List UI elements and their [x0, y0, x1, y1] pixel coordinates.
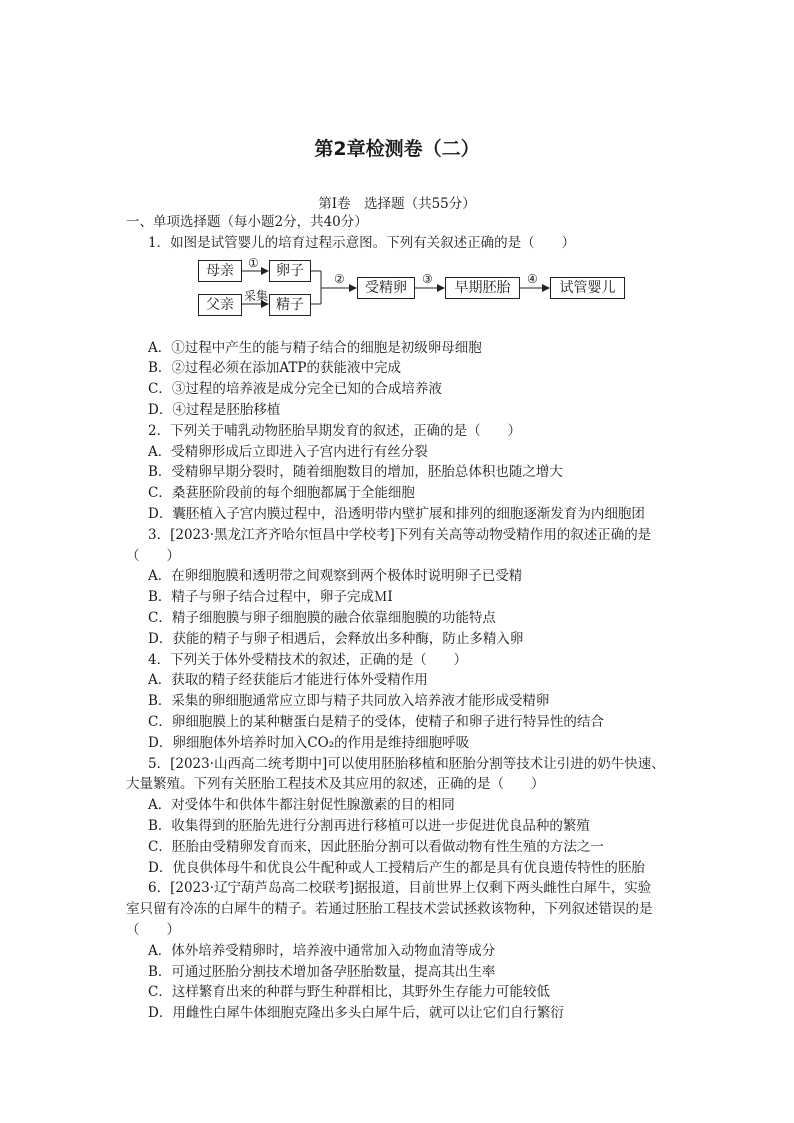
q6-option-c: C．这样繁育出来的种群与野生种群相比，其野外生存能力可能较低	[148, 984, 550, 1001]
q2-option-b: B．受精卵早期分裂时，随着细胞数目的增加，胚胎总体积也随之增大	[148, 464, 563, 481]
question-6-stem-cont: 室只留有冷冻的白犀牛的精子。若通过胚胎工程技术尝试拯救该物种，下列叙述错误的是	[126, 901, 653, 918]
q1-option-c: C．③过程的培养液是成分完全已知的合成培养液	[148, 381, 442, 398]
label-step-2: ②	[334, 271, 345, 286]
box-ivf-baby: 试管婴儿	[550, 277, 625, 299]
q4-option-a: A．获取的精子经获能后才能进行体外受精作用	[148, 672, 428, 689]
q5-option-d: D．优良供体母牛和优良公牛配种或人工授精后产生的都是具有优良遗传特性的胚胎	[148, 859, 645, 876]
label-step-4: ④	[527, 271, 538, 286]
question-content	[126, 212, 686, 1024]
q2-option-d: D．囊胚植入子宫内膜过程中，沿透明带内壁扩展和排列的细胞逐渐发育为内细胞团	[148, 505, 645, 522]
q4-option-b: B．采集的卵细胞通常应立即与精子共同放入培养液才能形成受精卵	[148, 693, 550, 710]
question-4-stem: 4．下列关于体外受精技术的叙述，正确的是（ ）	[148, 651, 468, 668]
label-step-1: ①	[248, 255, 259, 270]
label-collect: 采集	[244, 288, 269, 303]
question-5-stem-cont: 大量繁殖。下列有关胚胎工程技术及其应用的叙述，正确的是（ ）	[126, 776, 545, 793]
q5-option-c: C．胚胎由受精卵发育而来，因此胚胎分割可以看做动物有性生殖的方法之一	[148, 838, 604, 855]
q4-option-c: C．卵细胞膜上的某种糖蛋白是精子的受体，使精子和卵子进行特异性的结合	[148, 713, 604, 730]
part-heading: 一、单项选择题（每小题2分，共40分）	[126, 214, 368, 230]
q3-option-b: B．精子与卵子结合过程中，卵子完成ＭⅠ	[148, 589, 393, 606]
q1-option-d: D．④过程是胚胎移植	[148, 401, 281, 418]
box-fertilized-egg: 受精卵	[357, 277, 415, 299]
q5-option-b: B．收集得到的胚胎先进行分割再进行移植可以进一步促进优良品种的繁殖	[148, 817, 590, 834]
question-6-stem: 6．[2023·辽宁葫芦岛高二校联考]据报道，目前世界上仅剩下两头雌性白犀牛，实验	[148, 880, 652, 897]
section-heading: 第Ⅰ卷 选择题（共55分）	[318, 196, 476, 212]
box-sperm: 精子	[269, 294, 311, 316]
box-egg: 卵子	[269, 260, 311, 282]
question-1-stem: 1．如图是试管婴儿的培育过程示意图。下列有关叙述正确的是（ ）	[148, 234, 576, 251]
q2-option-c: C．桑葚胚阶段前的每个细胞都属于全能细胞	[148, 485, 415, 502]
box-mother: 母亲	[198, 260, 242, 282]
box-early-embryo: 早期胚胎	[445, 277, 520, 299]
q6-option-b: B．可通过胚胎分割技术增加备孕胚胎数量，提高其出生率	[148, 963, 496, 980]
q2-option-a: A．受精卵形成后立即进入子宫内进行有丝分裂	[148, 443, 428, 460]
ivf-process-diagram	[126, 255, 686, 332]
question-6-stem-cont-2: （ ）	[126, 921, 180, 938]
q6-option-a: A．体外培养受精卵时，培养液中通常加入动物血清等成分	[148, 942, 496, 959]
question-3-stem: 3．[2023·黑龙江齐齐哈尔恒昌中学校考]下列有关高等动物受精作用的叙述正确的是	[148, 526, 652, 543]
label-step-3: ③	[422, 271, 433, 286]
q1-option-a: A．①过程中产生的能与精子结合的细胞是初级卵母细胞	[148, 339, 482, 356]
q5-option-a: A．对受体牛和供体牛都注射促性腺激素的目的相同	[148, 797, 455, 814]
q3-option-c: C．精子细胞膜与卵子细胞膜的融合依靠细胞膜的功能特点	[148, 609, 496, 626]
box-father: 父亲	[198, 294, 242, 316]
q4-option-d: D．卵细胞体外培养时加入CO₂的作用是维持细胞呼吸	[148, 734, 470, 751]
question-2-stem: 2．下列关于哺乳动物胚胎早期发育的叙述，正确的是（ ）	[148, 422, 522, 439]
q6-option-d: D．用雌性白犀牛体细胞克隆出多头白犀牛后，就可以让它们自行繁衍	[148, 1005, 564, 1022]
question-3-stem-cont: （ ）	[126, 547, 180, 564]
q1-option-b: B．②过程必须在添加ATP的获能液中完成	[148, 360, 402, 377]
q3-option-d: D．获能的精子与卵子相遇后，会释放出多种酶，防止多精入卵	[148, 630, 524, 647]
q3-option-a: A．在卵细胞膜和透明带之间观察到两个极体时说明卵子已受精	[148, 568, 523, 585]
question-5-stem: 5．[2023·山西高二统考期中]可以使用胚胎移植和胚胎分割等技术让引进的奶牛快速、	[148, 755, 665, 772]
page-title: 第2章检测卷（二）	[314, 138, 480, 160]
